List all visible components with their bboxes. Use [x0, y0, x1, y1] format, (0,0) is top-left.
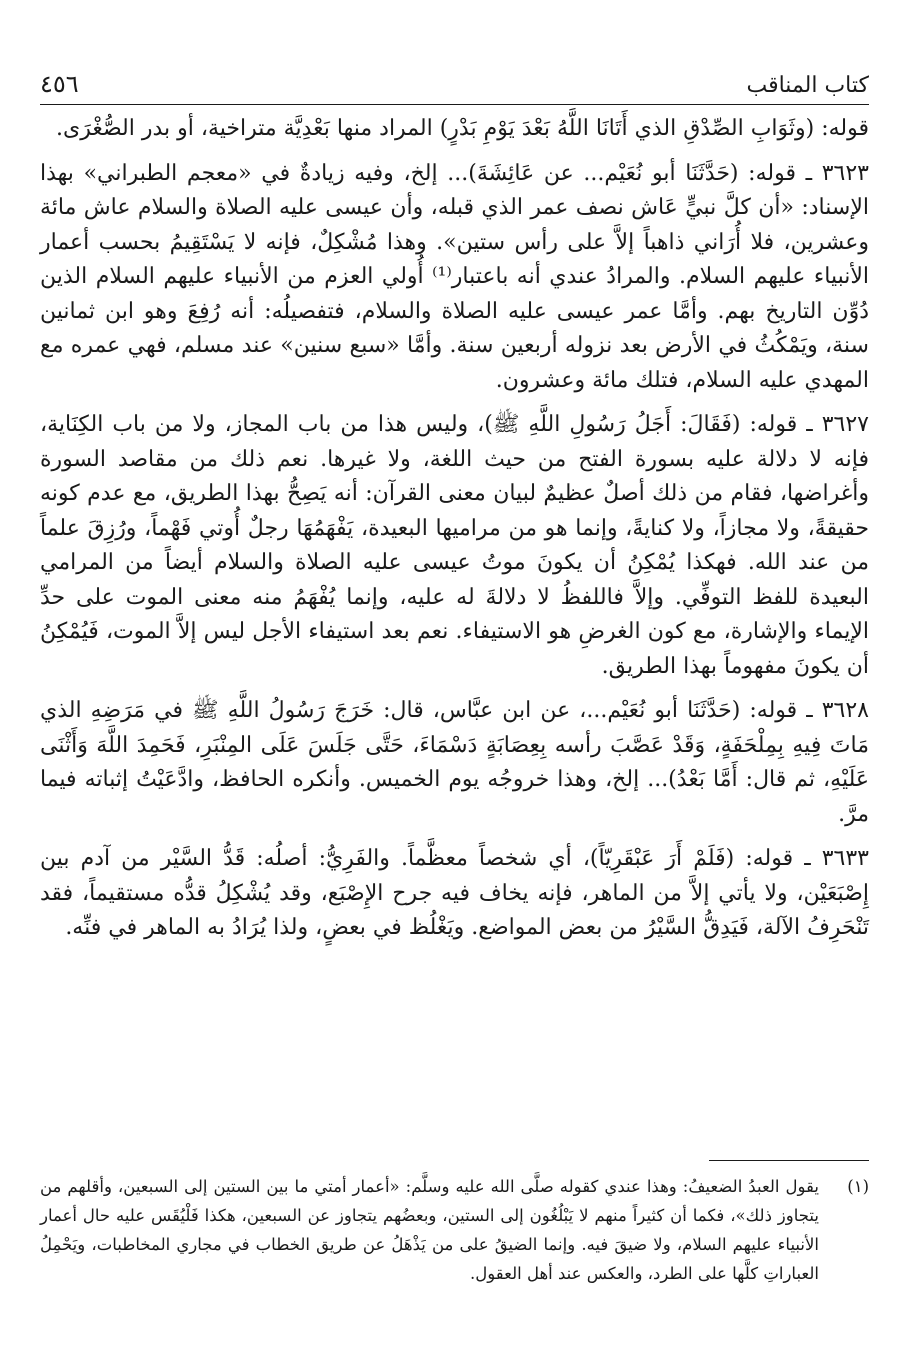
- main-text: [40, 112, 869, 956]
- page-number: ٤٥٦: [40, 70, 79, 98]
- paragraph: ٣٦٢٣ ـ قوله: (حَدَّثَنَا أبو نُعَيْم... عن عَائِشَةَ)... إلخ، وفيه زيادةٌ في «معجم الطبراني» بهذا الإسناد: «أن كلَّ نبيٍّ عَاش نصف عمر الذي قبله، وأن عيسى عليه الصلاة والسلام عاش مائة وعشرين، فلا أُرَاني ذاهباً إلاَّ على رأس ستين». وهذا مُشْكِلٌ، فإنه لا يَسْتَقِيمُ بحسب أعمار الأنبياء عليهم السلام. والمرادُ عندي أنه باعتبار⁽¹⁾ أُولي العزم من الأنبياء عليهم السلام الذين دُوِّن التاريخ بهم. وأمَّا عمر عيسى عليه الصلاة والسلام، فتفصيلُه: أنه رُفِعَ وهو ابن ثمانين سنة، ويَمْكُثُ في الأرض بعد نزوله أربعين سنة. وأمَّا «سبع سنين» عند مسلم، فهي عمره مع المهدي عليه السلام، فتلك مائة وعشرون.: [40, 160, 870, 393]
- footnote-text: يقول العبدُ الضعيفُ: وهذا عندي كقوله صلَّى الله عليه وسلَّم: «أعمار أمتي ما بين الستين إلى السبعين، وأقلهم من يتجاوز ذلك»، فكما أن كثيراً منهم لا يَبْلُغُون إلى الستين، وبعضُهم يتجاوز عن السبعين، هكذا فَلْيُقَس عليه حال أعمار الأنبياء عليهم السلام، ولا ضيقَ فيه. وإنما الضيقُ على من يَذْهَلُ عن طريق الخطاب في مجاري المخاطبات، ويَحْمِلُ العباراتِ كلَّها على الطرد، والعكس عند أهل العقول.: [40, 1177, 819, 1283]
- footnote-marker: (١): [847, 1177, 869, 1196]
- paragraph: ٣٦٢٨ ـ قوله: (حَدَّثَنَا أبو نُعَيْم...، عن ابن عبَّاس، قال: خَرَجَ رَسُولُ اللَّهِ ﷺ في مَرَضِهِ الذي مَاتَ فِيهِ بِمِلْحَفَةٍ، وَقَدْ عَصَّبَ رأسه بِعِصَابَةٍ دَسْمَاءَ، حَتَّى جَلَسَ عَلَى المِنْبَرِ، فَحَمِدَ اللَّهَ وَأَثْنَى عَلَيْهِ، ثم قال: أَمَّا بَعْدُ)... إلخ، وهذا خروجُه يوم الخميس. وأنكره الحافظ، وادَّعَيْتُ إثباته فيما مرَّ.: [40, 698, 869, 827]
- page-header: [40, 58, 869, 98]
- running-title: كتاب المناقب: [746, 73, 869, 98]
- footnote-divider: [709, 1160, 869, 1161]
- paragraph: ٣٦٢٧ ـ قوله: (فَقَالَ: أَجَلُ رَسُولِ اللَّهِ ﷺ)، وليس هذا من باب المجاز، ولا من باب الكِنَاية، فإنه لا دلالة عليه بسورة الفتح من حيث اللغة، ولا غيرها. نعم ذلك من مقاصد السورة وأغراضها، فقام من ذلك أصلٌ عظيمٌ لبيان معنى القرآن: أنه يَصِحُّ بهذا الطريق، مع عدم كونه حقيقةً، ولا مجازاً، ولا كنايةً، وإنما هو من مراميها البعيدة، يَفْهَمُهَا رجلٌ أُوتي فَهْماً، ورُزِقَ علماً من عند الله. فهكذا يُمْكِنُ أن يكونَ موتُ عيسى عليه الصلاة والسلام أيضاً من المرامي البعيدة للفظ التوفِّي. وإلاَّ فاللفظُ لا دلالةَ له عليه، وإنما يُفْهَمُ منه معنى الموت على حدِّ الإيماء والإشارة، مع كون الغرضِ هو الاستيفاء. نعم بعد استيفاء الأجل ليس إلاَّ الموت، فَيُمْكِنُ أن يكونَ مفهوماً بهذا الطريق.: [40, 412, 869, 679]
- footnote: [40, 1172, 869, 1288]
- paragraph: قوله: (وثَوَابِ الصِّدْقِ الذي أَتَانَا اللَّهُ بَعْدَ يَوْمِ بَدْرٍ) المراد منها بَعْدِيَّة متراخية، أو بدر الصُّغْرَى.: [56, 116, 869, 141]
- header-divider: [40, 104, 869, 105]
- paragraph: ٣٦٣٣ ـ قوله: (فَلَمْ أَرَ عَبْقَرِيّاً)، أي شخصاً معظَّماً. والفَرِيُّ: أصلُه: قَدُّ السَّيْر من آدم بين إِصْبَعَيْن، ولا يأتي إلاَّ من الماهر، فإنه يخاف فيه جرح الإِصْبَع، وقد يُشْكِلُ قدُّه مستقيماً، فقد تَنْحَرِفُ الآلة، فَيَدِقُّ السَّيْرُ من بعض المواضع. ويَغْلُظ في بعضٍ، ولذا يُرَادُ به الماهر في فنِّه.: [40, 846, 869, 940]
